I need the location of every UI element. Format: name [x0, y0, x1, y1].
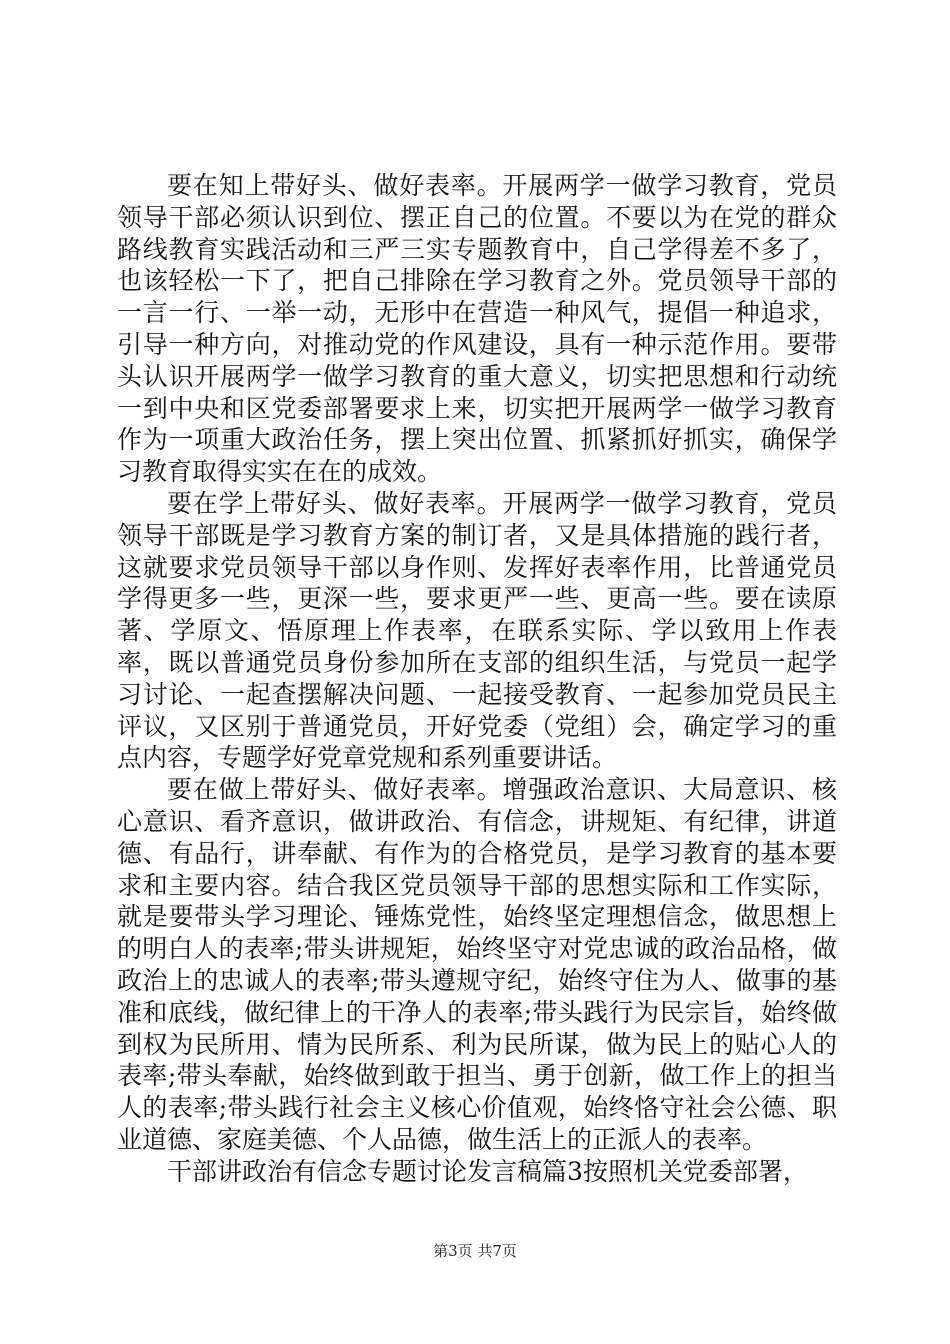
paragraph-3: 要在做上带好头、做好表率。增强政治意识、大局意识、核心意识、看齐意识，做讲政治、有信念，讲规矩、有纪律，讲道德、有品行，讲奉献、有作为的合格党员，是学习教育的基本要求和主要内容。结合我区党员领导干部的思想实际和工作实际，就是要带头学习理论、锤炼党性，始终坚定理想信念，做思想上的明白人的表率;带头讲规矩，始终坚守对党忠诚的政治品格，做政治上的忠诚人的表率;带头遵规守纪，始终守住为人、做事的基准和底线，做纪律上的干净人的表率;带头践行为民宗旨，始终做到权为民所用、情为民所系、利为民所谋，做为民上的贴心人的表率;带头奉献，始终做到敢于担当、勇于创新，做工作上的担当人的表率;带头践行社会主义核心价值观，始终恪守社会公德、职业道德、家庭美德、个人品德，做生活上的正派人的表率。: [117, 775, 837, 1154]
document-body: [117, 170, 837, 1188]
paragraph-1: 要在知上带好头、做好表率。开展两学一做学习教育，党员领导干部必须认识到位、摆正自己的位置。不要以为在党的群众路线教育实践活动和三严三实专题教育中，自己学得差不多了，也该轻松一下了，把自己排除在学习教育之外。党员领导干部的一言一行、一举一动，无形中在营造一种风气，提倡一种追求，引导一种方向，对推动党的作风建设，具有一种示范作用。要带头认识开展两学一做学习教育的重大意义，切实把思想和行动统一到中央和区党委部署要求上来，切实把开展两学一做学习教育作为一项重大政治任务，摆上突出位置、抓紧抓好抓实，确保学习教育取得实实在在的成效。: [117, 171, 837, 487]
page-number-footer: 第3页 共7页: [433, 1242, 517, 1260]
paragraph-4: 干部讲政治有信念专题讨论发言稿篇3按照机关党委部署，: [167, 1156, 808, 1186]
paragraph-2: 要在学上带好头、做好表率。开展两学一做学习教育，党员领导干部既是学习教育方案的制订者，又是具体措施的践行者，这就要求党员领导干部以身作则、发挥好表率作用，比普通党员学得更多一些，更深一些，要求更严一些、更高一些。要在读原著、学原文、悟原理上作表率，在联系实际、学以致用上作表率，既以普通党员身份参加所在支部的组织生活，与党员一起学习讨论、一起查摆解决问题、一起接受教育、一起参加党员民主评议，又区别于普通党员，开好党委（党组）会，确定学习的重点内容，专题学好党章党规和系列重要讲话。: [117, 488, 837, 773]
